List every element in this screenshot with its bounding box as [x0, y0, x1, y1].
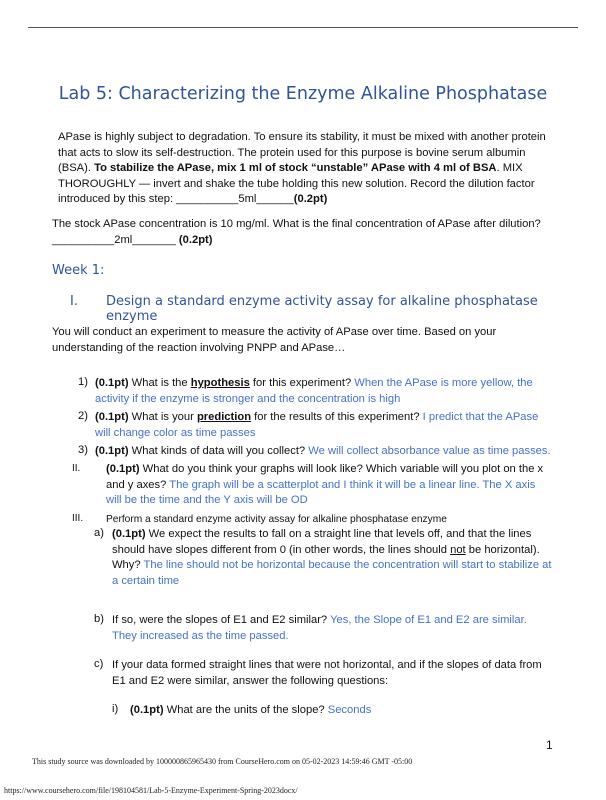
qc: If your data formed straight lines that were not horizontal, and if the slopes of data from E1 and E2 were similar, answer the following questions:: [112, 659, 542, 687]
q3-number: 3): [78, 444, 88, 456]
q2-keyword: prediction: [196, 411, 252, 423]
qIII-number: III.: [72, 513, 84, 524]
q3-text: What kinds of data will you collect?: [128, 445, 309, 457]
qb-answer: Yes, the Slope of E1 and E2 are similar. They increased as the time passed.: [112, 614, 527, 642]
qII-number: II.: [72, 463, 81, 474]
download-notice: This study source was downloaded by 100000865965430 from CourseHero.com on 05-02-2023 14:59:46 GMT -05:00: [32, 757, 413, 766]
qII: [106, 462, 552, 509]
qi-answer: Seconds: [327, 704, 372, 716]
q3: [95, 444, 555, 460]
q2-text-2: for the results of this experiment?: [251, 411, 423, 423]
qi-number: i): [112, 703, 119, 715]
intro-text: APase is highly subject to degradation. To ensure its stability, it must be mixed with another protein that acts to slow its self-destruction. The protein used for this purpose is bovine serum albumin (BSA).: [58, 131, 546, 174]
concentration-text: The stock APase concentration is 10 mg/ml. What is the final concentration of APase after dilution?: [52, 218, 541, 230]
qII-answer: The graph will be a scatterplot and I think it will be a linear line. The X axis will be the time and the Y axis will be OD: [106, 478, 536, 506]
document-title: Lab 5: Characterizing the Enzyme Alkaline Phosphatase: [58, 84, 548, 104]
qa-not: not: [450, 543, 466, 556]
intro-paragraph: [58, 130, 546, 208]
q1-points: (0.1pt): [95, 377, 129, 389]
qb-number: b): [94, 613, 104, 625]
intro-points: (0.2pt): [293, 193, 328, 205]
qa: [112, 527, 552, 589]
q1-keyword: hypothesis: [190, 377, 250, 389]
q2-text: What is your: [128, 411, 197, 423]
q1-text-2: for this experiment?: [249, 377, 355, 389]
qa-text: We expect the results to fall on a straight line that levels off, and that the lines should have slopes different from 0 (in other words, the lines should: [112, 528, 532, 556]
q2-answer: I predict that the APase will change color as time passes: [95, 411, 539, 439]
q1-number: 1): [78, 376, 88, 388]
qIII-heading: Perform a standard enzyme activity assay for alkaline phosphatase enzyme: [106, 514, 447, 525]
section-I-numeral: I.: [70, 294, 78, 309]
qb: [112, 613, 542, 644]
qa-number: a): [94, 527, 104, 539]
concentration-paragraph: [52, 217, 552, 248]
q3-points: (0.1pt): [95, 445, 129, 457]
dilution-answer: __________5ml______: [176, 193, 294, 205]
q1-text: What is the: [128, 377, 191, 389]
qa-answer: The line should not be horizontal because the concentration will start to stabilize at a certain time: [112, 559, 552, 587]
header-rule: [28, 27, 578, 28]
week-heading: Week 1:: [52, 263, 105, 278]
q1: [95, 376, 550, 407]
qi: [130, 703, 550, 719]
concentration-points: (0.2pt): [178, 233, 213, 246]
qi-text: What are the units of the slope?: [163, 704, 328, 716]
intro-text-2: . MIX THOROUGHLY — invert and shake the tube holding this new solution. Record the dilution factor introduced by this step:: [58, 162, 535, 205]
section-intro: You will conduct an experiment to measure the activity of APase over time. Based on your understanding of the reaction involving PNPP and APase…: [52, 326, 497, 354]
qII-points: (0.1pt): [106, 463, 140, 475]
qi-points: (0.1pt): [130, 704, 164, 716]
q2-points: (0.1pt): [95, 411, 129, 423]
q2: [95, 410, 550, 441]
q2-number: 2): [78, 410, 88, 422]
qa-points: (0.1pt): [112, 528, 146, 540]
source-url[interactable]: https://www.coursehero.com/file/198104581/Lab-5-Enzyme-Experiment-Spring-2023docx/: [4, 786, 298, 795]
section-I-heading: Design a standard enzyme activity assay for alkaline phosphatase enzyme: [106, 294, 538, 324]
page-number: 1: [546, 738, 553, 752]
intro-bold: To stabilize the APase, mix 1 ml of stock “unstable” APase with 4 ml of BSA: [94, 162, 497, 174]
qa-text-2: be horizontal). Why?: [112, 543, 540, 571]
qb-text: If so, were the slopes of E1 and E2 similar?: [112, 614, 331, 626]
q3-answer: We will collect absorbance value as time passes.: [308, 445, 551, 457]
q1-answer: When the APase is more yellow, the activity if the enzyme is stronger and the concentration is high: [95, 377, 533, 405]
concentration-answer: __________2ml_______: [52, 233, 176, 246]
qc-number: c): [94, 658, 104, 670]
qII-text: What do you think your graphs will look like? Which variable will you plot on the x and y axes?: [106, 463, 544, 491]
